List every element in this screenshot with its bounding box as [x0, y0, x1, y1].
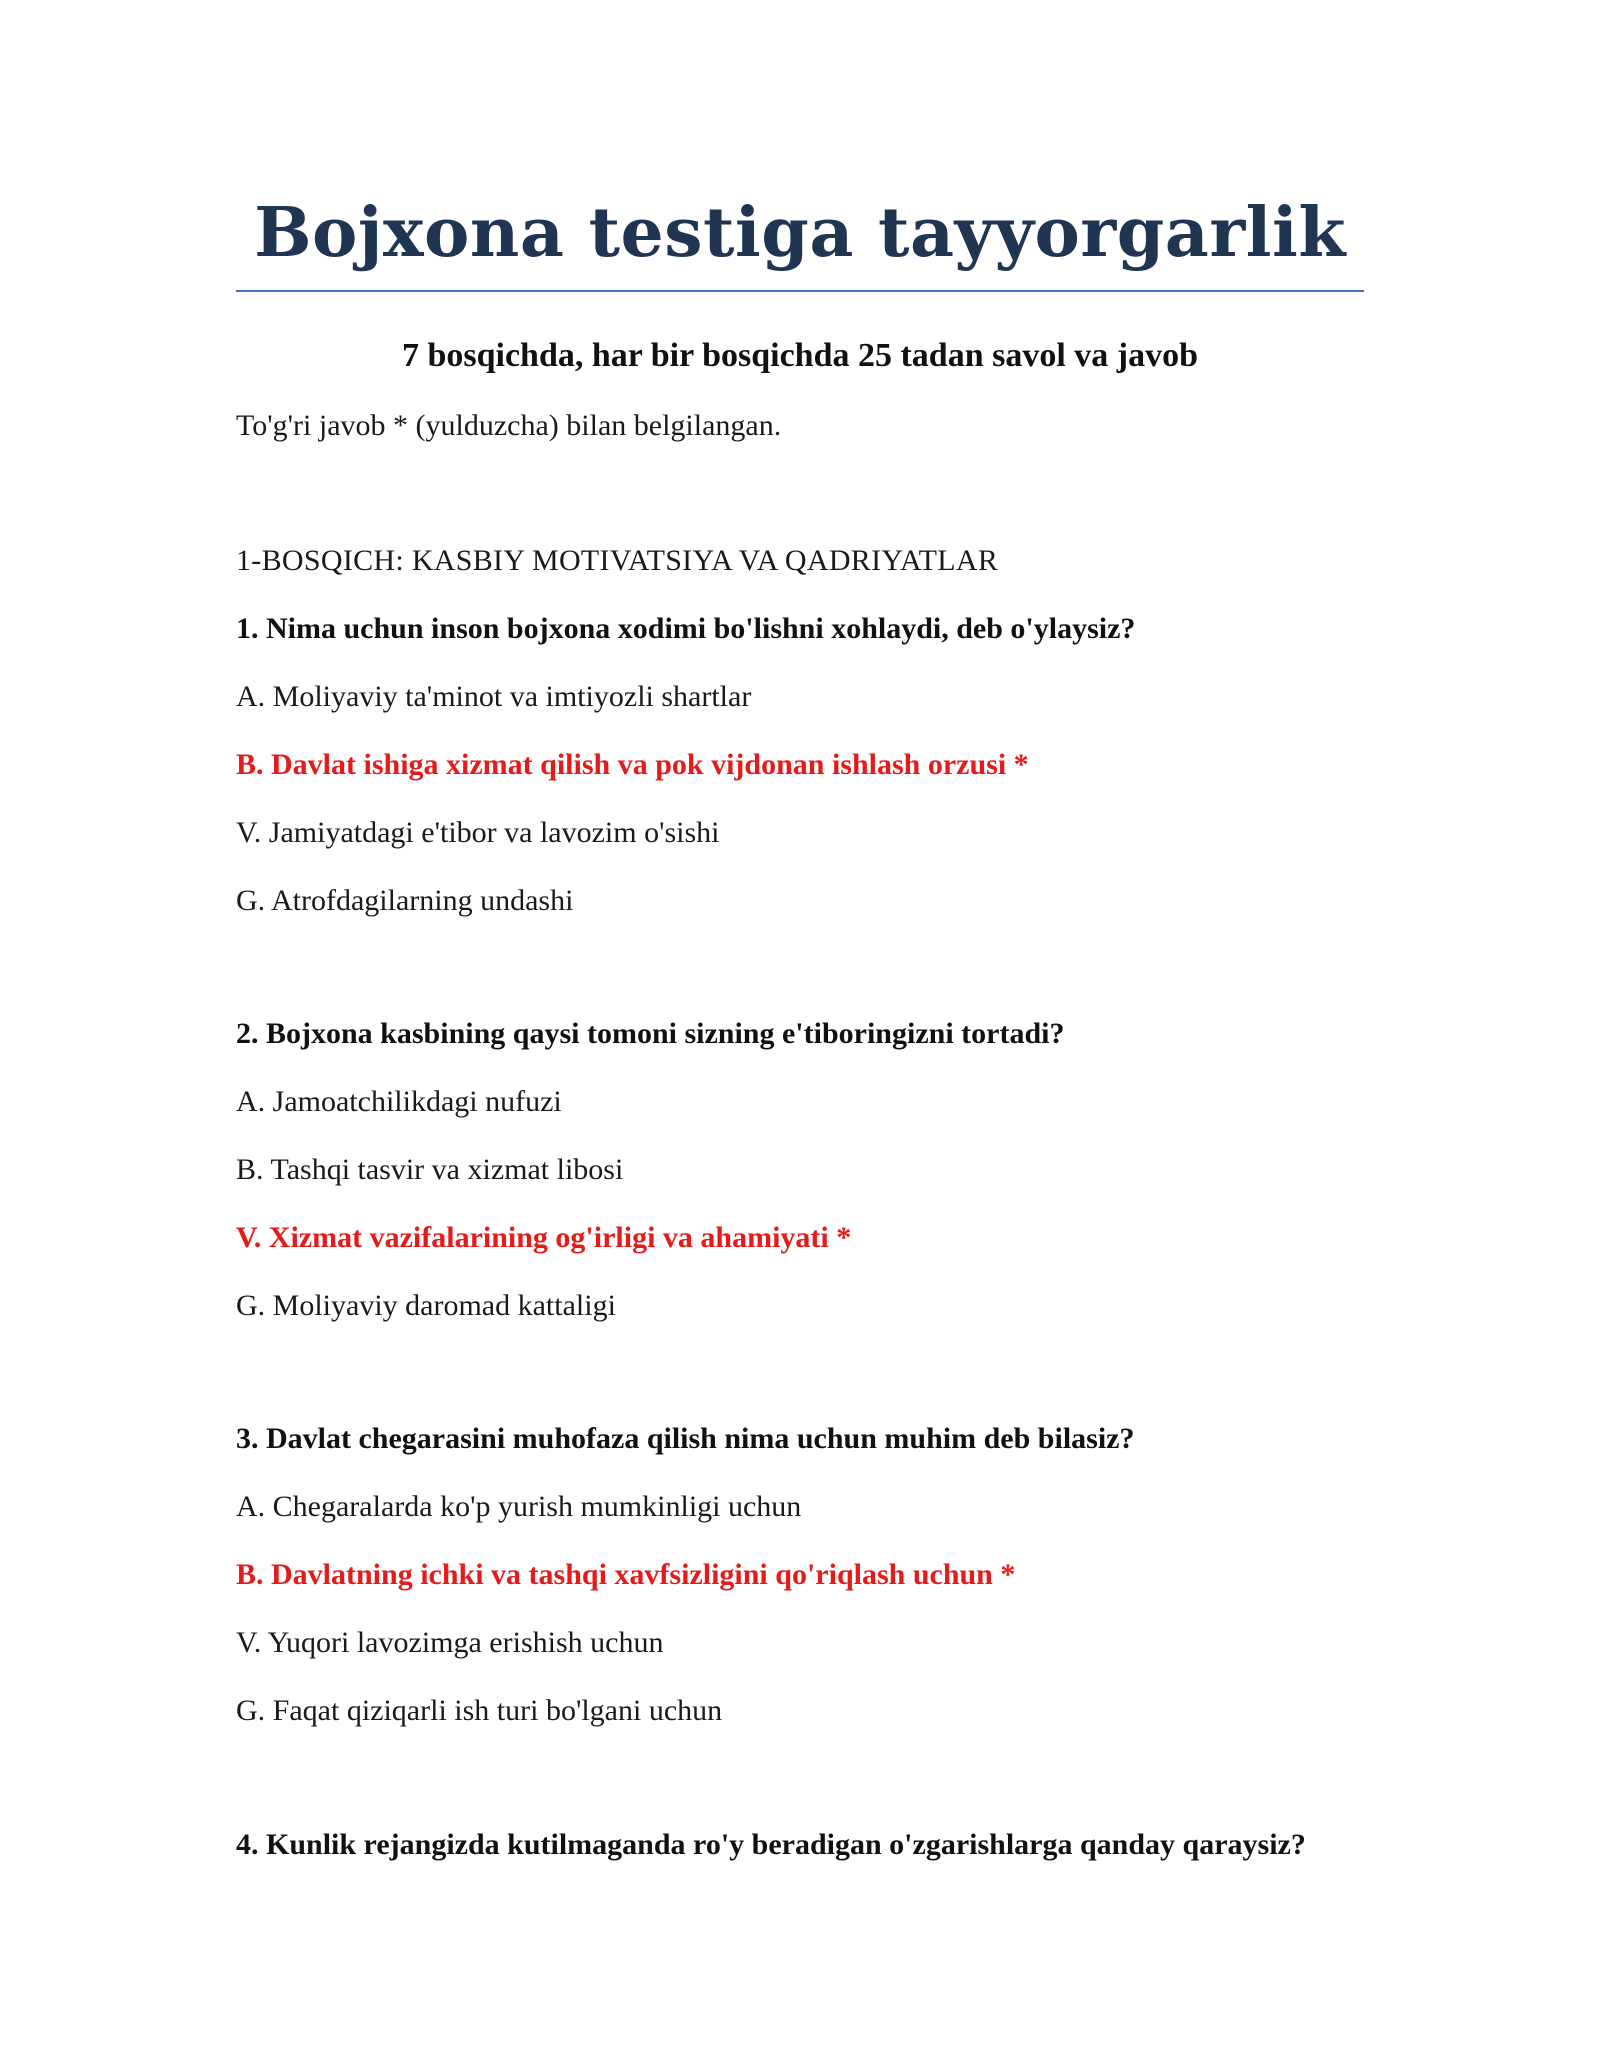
question-block	[236, 1417, 1364, 1757]
question-text: 3. Davlat chegarasini muhofaza qilish nima uchun muhim deb bilasiz?	[236, 1422, 1135, 1455]
title-underline-rule	[236, 290, 1364, 292]
document-title: Bojxona testiga tayyorgarlik	[254, 193, 1346, 273]
stage-heading: 1-BOSQICH: KASBIY MOTIVATSIYA VA QADRIYATLAR	[236, 544, 999, 577]
answer-options	[236, 675, 1364, 947]
document-subtitle: 7 bosqichda, har bir bosqichda 25 tadan savol va javob	[401, 337, 1199, 374]
answer-option-g: G. Moliyaviy daromad kattaligi	[236, 1289, 616, 1322]
question-block	[236, 1823, 1364, 1867]
answer-option-a: A. Moliyaviy ta'minot va imtiyozli shartlar	[236, 680, 752, 713]
answer-options	[236, 1485, 1364, 1757]
answer-option-b-correct: B. Davlat ishiga xizmat qilish va pok vijdonan ishlash orzusi *	[236, 748, 1029, 781]
answer-option-v: V. Yuqori lavozimga erishish uchun	[236, 1626, 664, 1659]
answer-key-note: To'g'ri javob * (yulduzcha) bilan belgilangan.	[236, 409, 782, 442]
answer-option-a: A. Jamoatchilikdagi nufuzi	[236, 1085, 562, 1118]
answer-option-v: V. Jamiyatdagi e'tibor va lavozim o'sishi	[236, 816, 720, 849]
question-block	[236, 607, 1364, 947]
question-text: 2. Bojxona kasbining qaysi tomoni sizning e'tiboringizni tortadi?	[236, 1017, 1065, 1050]
question-text: 4. Kunlik rejangizda kutilmaganda ro'y beradigan o'zgarishlarga qanday qaraysiz?	[236, 1828, 1306, 1861]
question-text: 1. Nima uchun inson bojxona xodimi bo'lishni xohlaydi, deb o'ylaysiz?	[236, 612, 1136, 645]
answer-option-v-correct: V. Xizmat vazifalarining og'irligi va ahamiyati *	[236, 1221, 852, 1254]
answer-option-b-correct: B. Davlatning ichki va tashqi xavfsizligini qo'riqlash uchun *	[236, 1558, 1016, 1591]
answer-options	[236, 1080, 1364, 1352]
answer-option-g: G. Atrofdagilarning undashi	[236, 884, 574, 917]
question-block	[236, 1012, 1364, 1352]
answer-option-g: G. Faqat qiziqarli ish turi bo'lgani uchun	[236, 1694, 723, 1727]
answer-option-a: A. Chegaralarda ko'p yurish mumkinligi uchun	[236, 1490, 802, 1523]
answer-option-b: B. Tashqi tasvir va xizmat libosi	[236, 1153, 624, 1186]
